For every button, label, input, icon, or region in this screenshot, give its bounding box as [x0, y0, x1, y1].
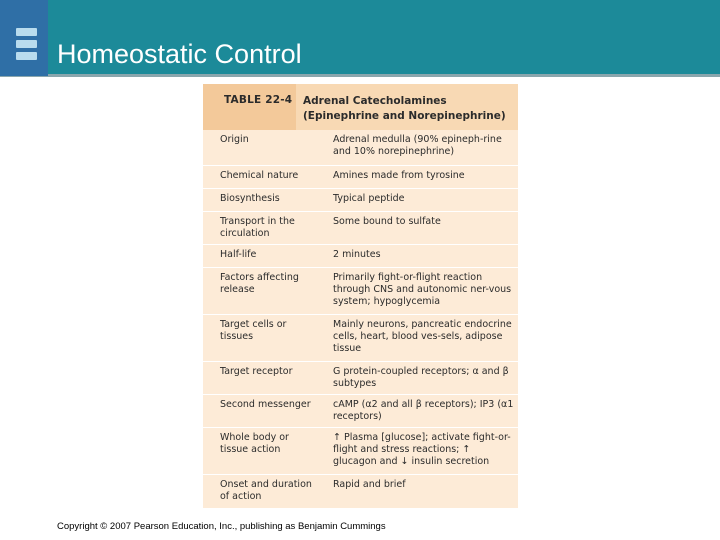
slide-title: Homeostatic Control	[57, 39, 302, 69]
row-label: Half-life	[220, 249, 257, 260]
table-row	[203, 189, 518, 212]
table-row	[203, 315, 518, 362]
row-label: Onset and duration of action	[220, 479, 312, 502]
row-value: Amines made from tyrosine	[333, 170, 465, 181]
slide-logo-icon	[0, 0, 48, 76]
logo-stripe	[16, 28, 37, 36]
row-label: Second messenger	[220, 399, 311, 410]
table-row	[203, 268, 518, 315]
row-label: Origin	[220, 134, 249, 145]
row-value: G protein-coupled receptors; α and β subtypes	[333, 366, 509, 389]
table-label-background	[203, 84, 296, 130]
row-label: Factors affecting release	[220, 272, 299, 295]
title-bar-divider	[0, 74, 720, 77]
row-label: Target receptor	[220, 366, 293, 377]
row-value: Typical peptide	[333, 193, 405, 204]
hormone-table	[203, 84, 518, 508]
row-value: Rapid and brief	[333, 479, 406, 490]
table-row	[203, 395, 518, 428]
table-row	[203, 130, 518, 166]
row-label: Transport in the circulation	[220, 216, 295, 239]
copyright-notice: Copyright © 2007 Pearson Education, Inc., publishing as Benjamin Cummings	[57, 521, 386, 532]
row-value: ↑ Plasma [glucose]; activate fight-or-flight and stress reactions; ↑ glucagon and ↓ insulin secretion	[333, 432, 511, 467]
row-label: Whole body or tissue action	[220, 432, 289, 455]
row-value: Some bound to sulfate	[333, 216, 441, 227]
row-label: Biosynthesis	[220, 193, 280, 204]
table-row	[203, 428, 518, 475]
table-row	[203, 475, 518, 508]
row-value: 2 minutes	[333, 249, 381, 260]
row-value: Primarily fight-or-flight reaction through CNS and autonomic ner-vous system; hypoglycemia	[333, 272, 512, 307]
table-number: TABLE 22-4	[224, 94, 293, 106]
table-row	[203, 362, 518, 395]
row-label: Target cells or tissues	[220, 319, 287, 342]
table-title: Adrenal Catecholamines (Epinephrine and Norepinephrine)	[303, 95, 506, 122]
table-row	[203, 212, 518, 245]
row-value: cAMP (α2 and all β receptors); IP3 (α1 receptors)	[333, 399, 514, 422]
row-value: Adrenal medulla (90% epineph-rine and 10% norepinephrine)	[333, 134, 502, 157]
logo-stripe	[16, 52, 37, 60]
row-label: Chemical nature	[220, 170, 299, 181]
table-row	[203, 245, 518, 268]
table-row	[203, 166, 518, 189]
logo-stripe	[16, 40, 37, 48]
table-header	[203, 84, 518, 130]
row-value: Mainly neurons, pancreatic endocrine cells, heart, blood ves-sels, adipose tissue	[333, 319, 512, 354]
